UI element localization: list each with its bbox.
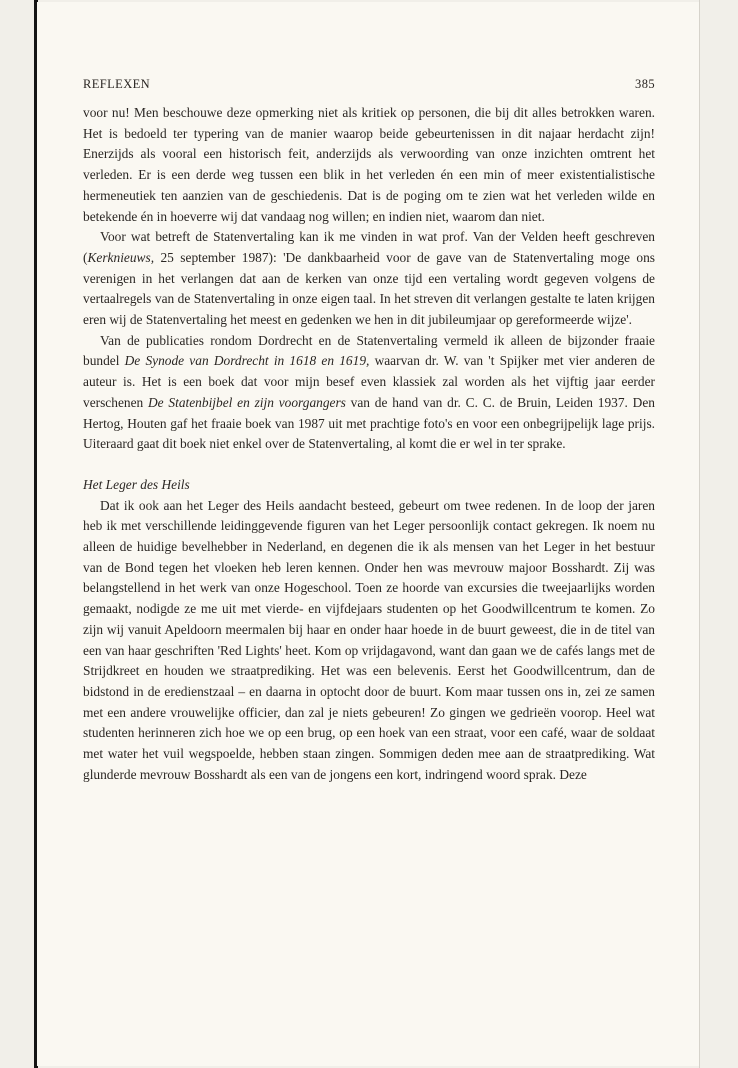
paragraph-leger-des-heils: Dat ik ook aan het Leger des Heils aandacht besteed, gebeurt om twee redenen. In de loop der jaren heb ik met verschillende leidinggevende figuren van het Leger persoonlijk contact gekregen. Ik noem nu alleen de huidige bevelhebber in Nederland, en degenen die ik als mensen van het Leger in het bestuur van de Bond tegen het vloeken heb leren kennen. Onder hen was mevrouw majoor Bosshardt. Zij was belangstellend in het werk van onze Hogeschool. Toen ze hoorde van excursies die tweejaarlijks worden gemaakt, nodigde ze me uit met vierde- en vijfdejaars studenten op het Goodwillcentrum te komen. Zo zijn wij vanuit Apeldoorn meermalen bij haar en onder haar hoede in de buurt geweest, die in de titel van een van haar geschriften 'Red Lights' heet. Kom op vrijdagavond, want dan gaan we de cafés langs met de Strijdkreet en houden we straatprediking. Het was een belevenis. Eerst het Goodwillcentrum, dan de bidstond in de eredienstzaal – en daarna in optocht door de buurt. Kom maar tussen ons in, zei ze samen met een andere vrouwelijke officier, dan zal je niets gebeuren! Zo gingen we gedrieën voorop. Heel wat studenten herinneren zich hoe we op een brug, op een hoek van een straat, voor een café, waar de soldaat met water het vuil wegspoelde, hebben staan zingen. Sommigen deden mee aan de straatprediking. Wat glunderde mevrouw Bosshardt als een van de jongens een kort, indringend woord sprak. Deze [83, 497, 655, 782]
article-body [83, 103, 655, 786]
paragraph-1: voor nu! Men beschouwe deze opmerking niet als kritiek op personen, die bij dit alles betrokken waren. Het is bedoeld ter typering van de manier waarop beide gebeurtenissen in dit najaar herdacht zijn! Enerzijds als vooral een historisch feit, anderzijds als verwoording van onze inzichten omtrent het verleden. Er is een derde weg tussen een blik in het verleden én een min of meer existentialistische hermeneutiek ten aanzien van de geschiedenis. Dat is de poging om te zien wat het verleden wilde en betekende én in hoeverre wij dat vandaag nog willen; en indien niet, waarom dan niet. [83, 105, 655, 224]
source-citation: Kerknieuws, [87, 249, 155, 265]
section-heading: Het Leger des Heils [83, 476, 190, 492]
running-title: REFLEXEN [83, 77, 151, 91]
paragraph-publicaties [83, 331, 655, 455]
book-title: De Statenbijbel en zijn voorgangers [148, 394, 346, 410]
paragraph-text: van de hand van dr. C. C. de Bruin, Leiden 1937. Den Hertog, Houten gaf het fraaie boek van 1987 uit met prachtige foto's en voor een onbegrijpelijk lage prijs. Uiteraard gaat dit boek niet enkel over de Statenvertaling, al komt die er wel in ter sprake. [83, 394, 655, 452]
book-title: De Synode van Dordrecht in 1618 en 1619, [124, 353, 370, 369]
page-number: 385 [635, 77, 655, 91]
paragraph-text: Voor wat betreft de Statenvertaling kan ik me vinden in wat prof. Van der Velden heeft geschreven ( [83, 229, 655, 265]
page-edge [699, 0, 700, 1068]
paragraph-text: 25 september 1987): 'De dankbaarheid voor de gave van de Statenvertaling moge ons verenigen in het verlangen dat aan de kerken van onze tijd een vertaling wordt gegeven volgens de vertaalregels van de Statenvertaling in onze eigen taal. In het streven dit verlangen gestalte te laten krijgen eren wij de Statenvertaling het meest en gedenken we hen in dit jubileumjaar op gereformeerde wijze'. [83, 249, 655, 328]
paragraph-text: Van de publicaties rondom Dordrecht en de Statenvertaling vermeld ik alleen de bijzonder fraaie bundel [83, 332, 655, 369]
paragraph-statenvertaling [83, 227, 655, 331]
running-header [83, 77, 655, 97]
paragraph-text: waarvan dr. W. van 't Spijker met vier anderen de auteur is. Het is een boek dat voor mijn besef even klassiek zal worden als het vijftig jaar eerder verschenen [83, 353, 655, 410]
